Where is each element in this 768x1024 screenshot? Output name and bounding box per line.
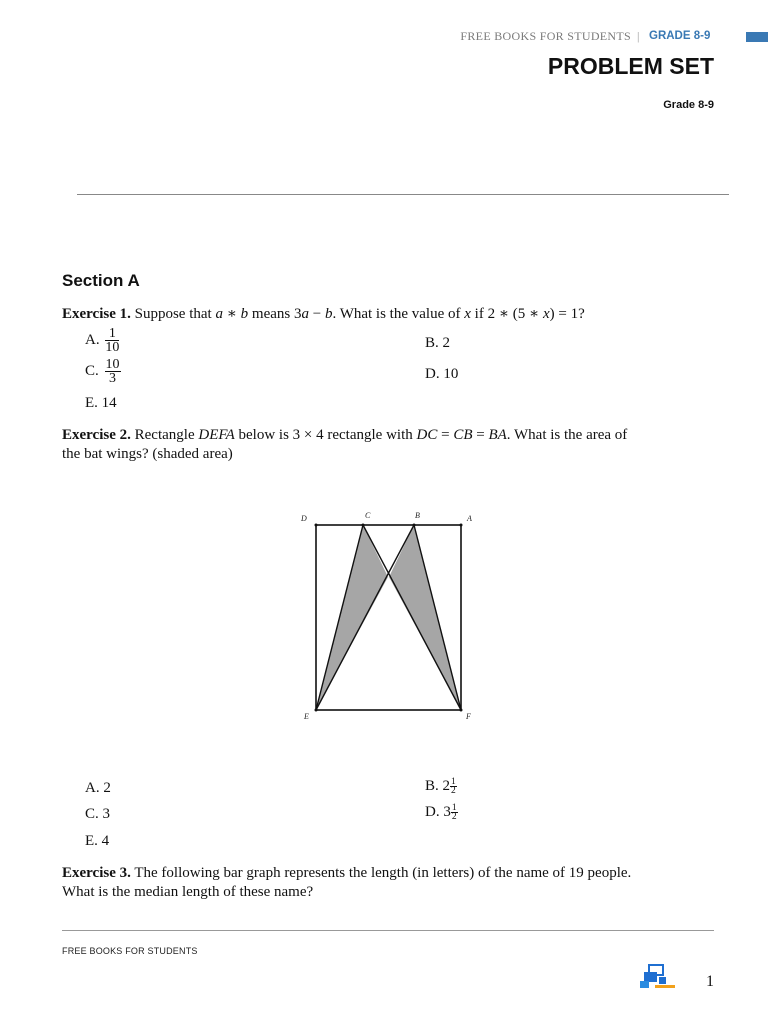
exercise-2-prompt: Exercise 2. Rectangle DEFA below is 3 × 4 rectangle with DC = CB = BA. What is the area of the bat wings? (shaded area) [62, 427, 628, 462]
fraction-denominator: 3 [109, 371, 117, 386]
exercise-2-prompt-line2: the bat wings? (shaded area) [62, 446, 233, 462]
exercise-1-option-c [85, 358, 121, 385]
option-a-label: A. [85, 331, 100, 348]
fraction-numerator: 10 [105, 357, 120, 372]
exercise-1-option-e: E. 14 [85, 395, 117, 411]
point-label-f: F [466, 712, 471, 721]
rectangle-defa [316, 525, 461, 710]
exercise-1-option-a [85, 327, 119, 354]
exercise-1-option-d: D. 10 [425, 366, 459, 382]
option-b-label: B. 2 [425, 778, 451, 794]
publisher-logo-icon [640, 964, 676, 990]
section-heading: Section A [62, 271, 140, 290]
exercise-3-prompt-line2: What is the median length of these name? [62, 884, 314, 900]
option-c-fraction [105, 358, 121, 385]
page-title: PROBLEM SET [547, 53, 714, 79]
point-label-a: A [467, 514, 472, 523]
option-d-fraction [451, 804, 458, 821]
option-c-label: C. [85, 362, 99, 379]
fraction-denominator: 10 [105, 340, 120, 355]
exercise-2-option-c: C. 3 [85, 806, 111, 822]
option-a-fraction [105, 327, 119, 354]
footer-text: FREE BOOKS FOR STUDENTS [62, 946, 198, 956]
exercise-2-option-d [425, 804, 458, 821]
header-series: FREE BOOKS FOR STUDENTS [460, 29, 631, 43]
exercise-3-prompt [62, 864, 722, 902]
option-b-fraction [450, 778, 457, 795]
fraction-denominator: 2 [451, 786, 456, 797]
fraction-numerator: 1 [451, 777, 456, 788]
page-number: 1 [706, 973, 714, 990]
point-label-c: C [365, 511, 371, 520]
fraction-denominator: 2 [451, 812, 457, 823]
exercise-3-label: Exercise 3. [62, 865, 131, 881]
point-label-e: E [304, 712, 309, 721]
exercise-2-option-a: A. 2 [85, 780, 111, 796]
option-d-label: D. 3 [425, 804, 451, 820]
exercise-1-label: Exercise 1. [62, 306, 131, 322]
point-label-b: B [415, 511, 420, 520]
point-label-d: D [301, 514, 307, 523]
fraction-numerator: 1 [105, 327, 119, 341]
header-grade: GRADE 8-9 [649, 30, 711, 42]
exercise-2-option-b [425, 778, 457, 795]
fraction-numerator: 1 [451, 803, 457, 814]
page-subtitle: Grade 8-9 [663, 99, 714, 111]
header-divider [77, 194, 729, 195]
exercise-2-option-e: E. 4 [85, 833, 110, 849]
header-accent-bar [746, 32, 768, 42]
header-separator: | [637, 29, 640, 43]
exercise-1-option-b: B. 2 [425, 335, 451, 351]
exercise-2-label: Exercise 2. [62, 427, 131, 443]
exercise-1-prompt: Exercise 1. Suppose that a ∗ b means 3a − b. What is the value of x if 2 ∗ (5 ∗ x) = 1? [62, 306, 585, 322]
exercise-3-prompt-line1: The following bar graph represents the length (in letters) of the name of 19 people. [134, 865, 632, 881]
bat-wings-figure [295, 505, 485, 725]
footer-divider [62, 930, 714, 931]
